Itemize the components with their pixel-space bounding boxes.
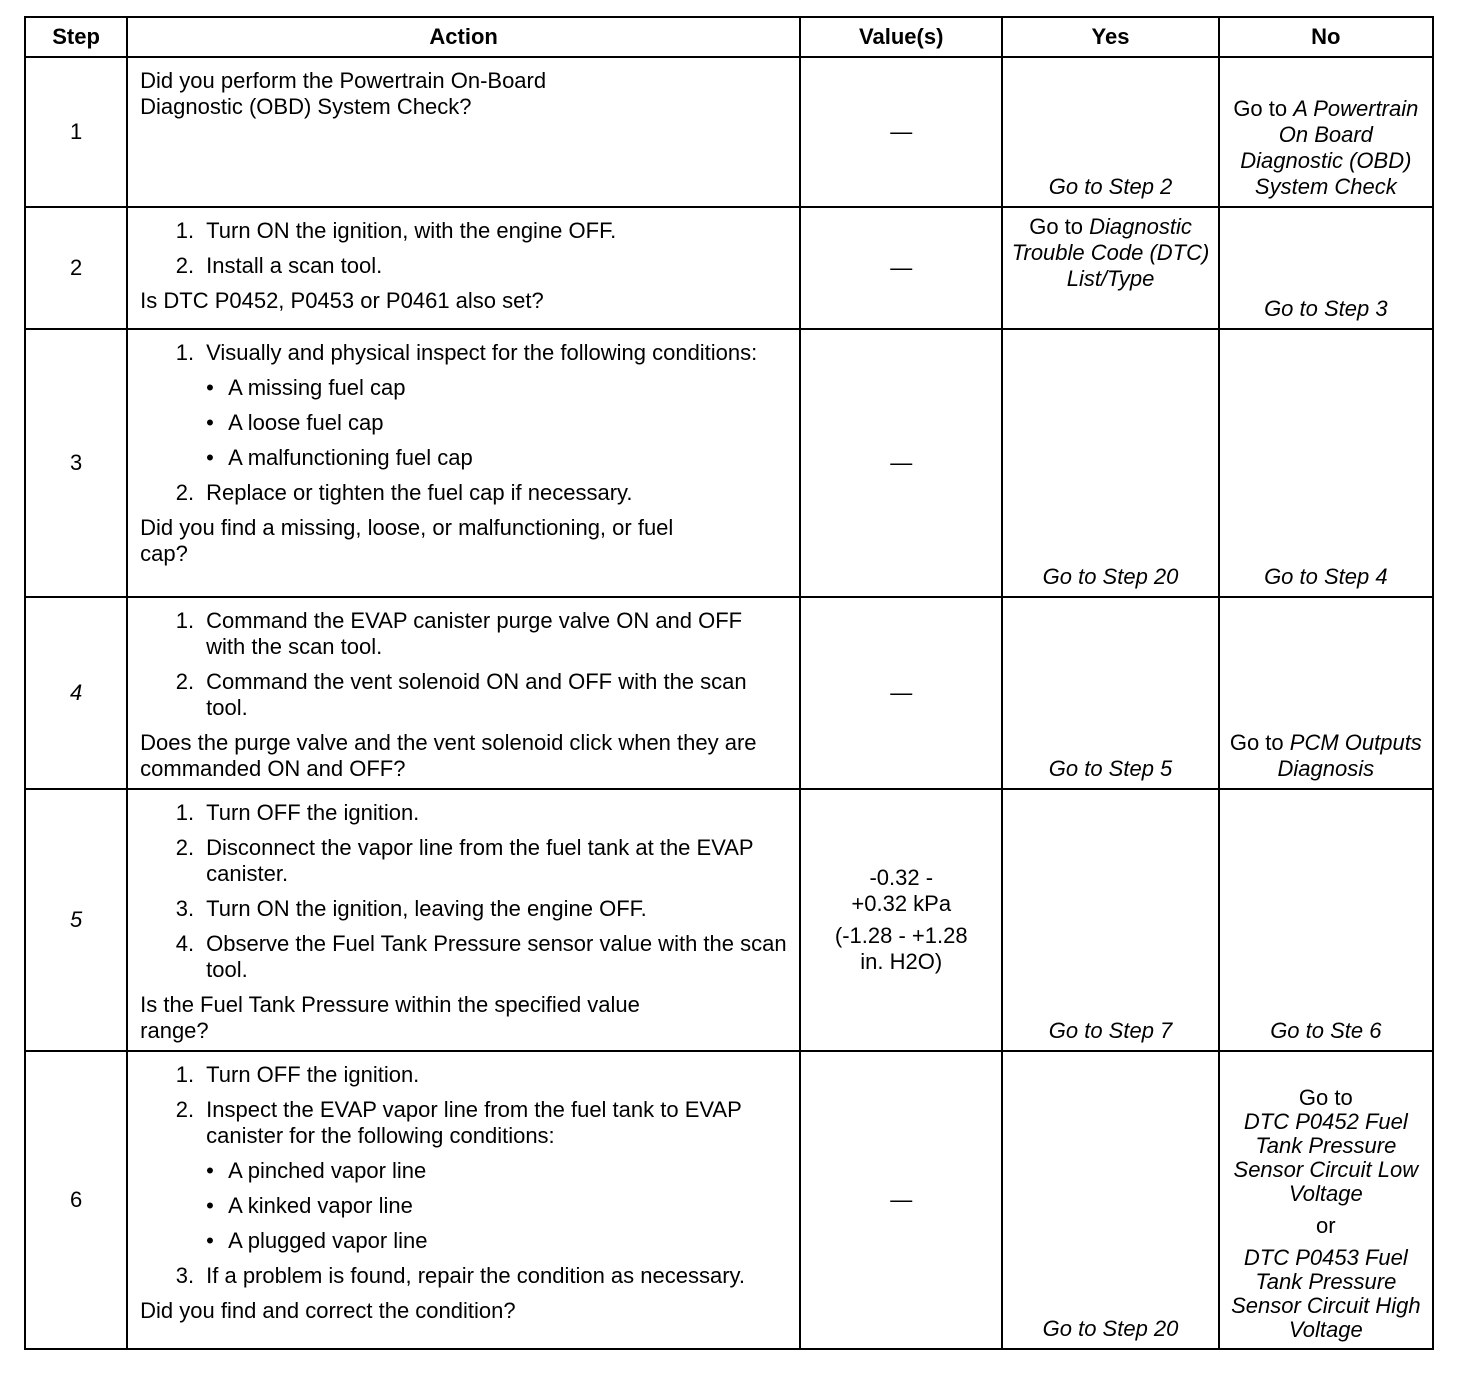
table-row xyxy=(25,57,1433,207)
no-link[interactable]: A Powertrain On Board Diagnostic (OBD) System Check xyxy=(1240,96,1419,199)
yes-cell xyxy=(1002,789,1218,1051)
no-prefix: Go to xyxy=(1298,1085,1353,1110)
step-number: 4 xyxy=(25,597,127,789)
value-kpa: -0.32 - +0.32 kPa xyxy=(851,865,952,916)
table-header-row xyxy=(25,17,1433,57)
no-cell xyxy=(1219,57,1433,207)
value-text: — xyxy=(890,255,913,280)
yes-prefix: Go to xyxy=(1029,214,1090,239)
value-text: — xyxy=(890,680,913,705)
yes-link[interactable]: Go to Step 2 xyxy=(1048,174,1173,199)
table-row xyxy=(25,207,1433,329)
yes-link[interactable]: Go to Step 5 xyxy=(1048,756,1173,781)
action-step: 1. Command the EVAP canister purge valve ON and OFF with the scan tool. xyxy=(175,608,743,659)
action-step: 1. Turn OFF the ignition. xyxy=(175,1062,420,1087)
yes-link[interactable]: Diagnostic Trouble Code (DTC) List/Type xyxy=(1011,214,1210,291)
no-cell xyxy=(1219,207,1433,329)
yes-cell xyxy=(1002,207,1218,329)
value-cell xyxy=(800,789,1002,1051)
action-question: Does the purge valve and the vent solenoid click when they are commanded ON and OFF? xyxy=(140,730,757,781)
value-cell xyxy=(800,1051,1002,1349)
no-cell xyxy=(1219,329,1433,597)
table-row xyxy=(25,329,1433,597)
table-row xyxy=(25,789,1433,1051)
action-step: 2. Disconnect the vapor line from the fuel tank at the EVAP canister. xyxy=(175,835,754,886)
header-step: Step xyxy=(25,17,127,57)
value-text: — xyxy=(890,1187,913,1212)
yes-link[interactable]: Go to Step 20 xyxy=(1042,564,1179,589)
action-step: 1. Turn ON the ignition, with the engine OFF. xyxy=(175,218,617,243)
no-link-high-voltage[interactable]: DTC P0453 Fuel Tank Pressure Sensor Circuit High Voltage xyxy=(1231,1245,1421,1342)
action-bullet: • A malfunctioning fuel cap xyxy=(206,445,473,470)
action-question: Is DTC P0452, P0453 or P0461 also set? xyxy=(140,288,544,313)
action-question: Did you find and correct the condition? xyxy=(140,1298,516,1323)
value-inh2o: (-1.28 - +1.28 in. H2O) xyxy=(834,923,968,974)
action-step: 3. Turn ON the ignition, leaving the engine OFF. xyxy=(175,896,647,921)
diagnostic-table xyxy=(24,16,1434,1350)
action-step: 2. Inspect the EVAP vapor line from the fuel tank to EVAP canister for the following conditions: xyxy=(175,1097,742,1148)
table-row xyxy=(25,597,1433,789)
value-cell xyxy=(800,597,1002,789)
yes-cell xyxy=(1002,597,1218,789)
action-cell xyxy=(127,597,800,789)
no-link[interactable]: Go to Ste 6 xyxy=(1270,1018,1382,1043)
no-or: or xyxy=(1316,1213,1336,1238)
action-bullet: • A loose fuel cap xyxy=(206,410,384,435)
header-values: Value(s) xyxy=(800,17,1002,57)
step-number: 1 xyxy=(25,57,127,207)
header-action: Action xyxy=(127,17,800,57)
yes-link[interactable]: Go to Step 20 xyxy=(1042,1316,1179,1341)
header-no: No xyxy=(1219,17,1433,57)
action-bullet: • A plugged vapor line xyxy=(206,1228,428,1253)
action-step: 1. Turn OFF the ignition. xyxy=(175,800,420,825)
action-cell xyxy=(127,1051,800,1349)
value-cell xyxy=(800,57,1002,207)
no-cell xyxy=(1219,1051,1433,1349)
value-text: — xyxy=(890,450,913,475)
no-link-low-voltage[interactable]: DTC P0452 Fuel Tank Pressure Sensor Circuit Low Voltage xyxy=(1233,1109,1419,1206)
action-bullet: • A missing fuel cap xyxy=(206,375,406,400)
action-step: 2. Replace or tighten the fuel cap if necessary. xyxy=(175,480,633,505)
no-cell xyxy=(1219,789,1433,1051)
yes-link[interactable]: Go to Step 7 xyxy=(1048,1018,1173,1043)
action-question: Did you find a missing, loose, or malfunctioning, or fuel cap? xyxy=(140,515,674,566)
step-number: 6 xyxy=(25,1051,127,1349)
no-prefix: Go to xyxy=(1229,730,1290,755)
no-link[interactable]: PCM Outputs Diagnosis xyxy=(1277,730,1422,781)
step-number: 5 xyxy=(25,789,127,1051)
action-question: Did you perform the Powertrain On-Board Diagnostic (OBD) System Check? xyxy=(140,68,547,119)
step-number: 2 xyxy=(25,207,127,329)
no-prefix: Go to xyxy=(1233,96,1294,121)
step-number: 3 xyxy=(25,329,127,597)
value-text: — xyxy=(890,119,913,144)
action-cell xyxy=(127,207,800,329)
action-step: 1. Visually and physical inspect for the following conditions: xyxy=(175,340,758,365)
header-yes: Yes xyxy=(1002,17,1218,57)
table-row xyxy=(25,1051,1433,1349)
yes-cell xyxy=(1002,57,1218,207)
no-cell xyxy=(1219,597,1433,789)
value-cell xyxy=(800,329,1002,597)
action-bullet: • A kinked vapor line xyxy=(206,1193,413,1218)
action-cell xyxy=(127,329,800,597)
no-link[interactable]: Go to Step 3 xyxy=(1264,296,1388,321)
action-step: 2. Install a scan tool. xyxy=(175,253,383,278)
no-link[interactable]: Go to Step 4 xyxy=(1264,564,1388,589)
value-cell xyxy=(800,207,1002,329)
action-cell xyxy=(127,57,800,207)
yes-cell xyxy=(1002,329,1218,597)
action-bullet: • A pinched vapor line xyxy=(206,1158,427,1183)
action-step: 4. Observe the Fuel Tank Pressure sensor value with the scan tool. xyxy=(175,931,787,982)
action-question: Is the Fuel Tank Pressure within the specified value range? xyxy=(140,992,640,1043)
action-step: 3. If a problem is found, repair the condition as necessary. xyxy=(175,1263,746,1288)
action-cell xyxy=(127,789,800,1051)
action-step: 2. Command the vent solenoid ON and OFF with the scan tool. xyxy=(175,669,747,720)
yes-cell xyxy=(1002,1051,1218,1349)
